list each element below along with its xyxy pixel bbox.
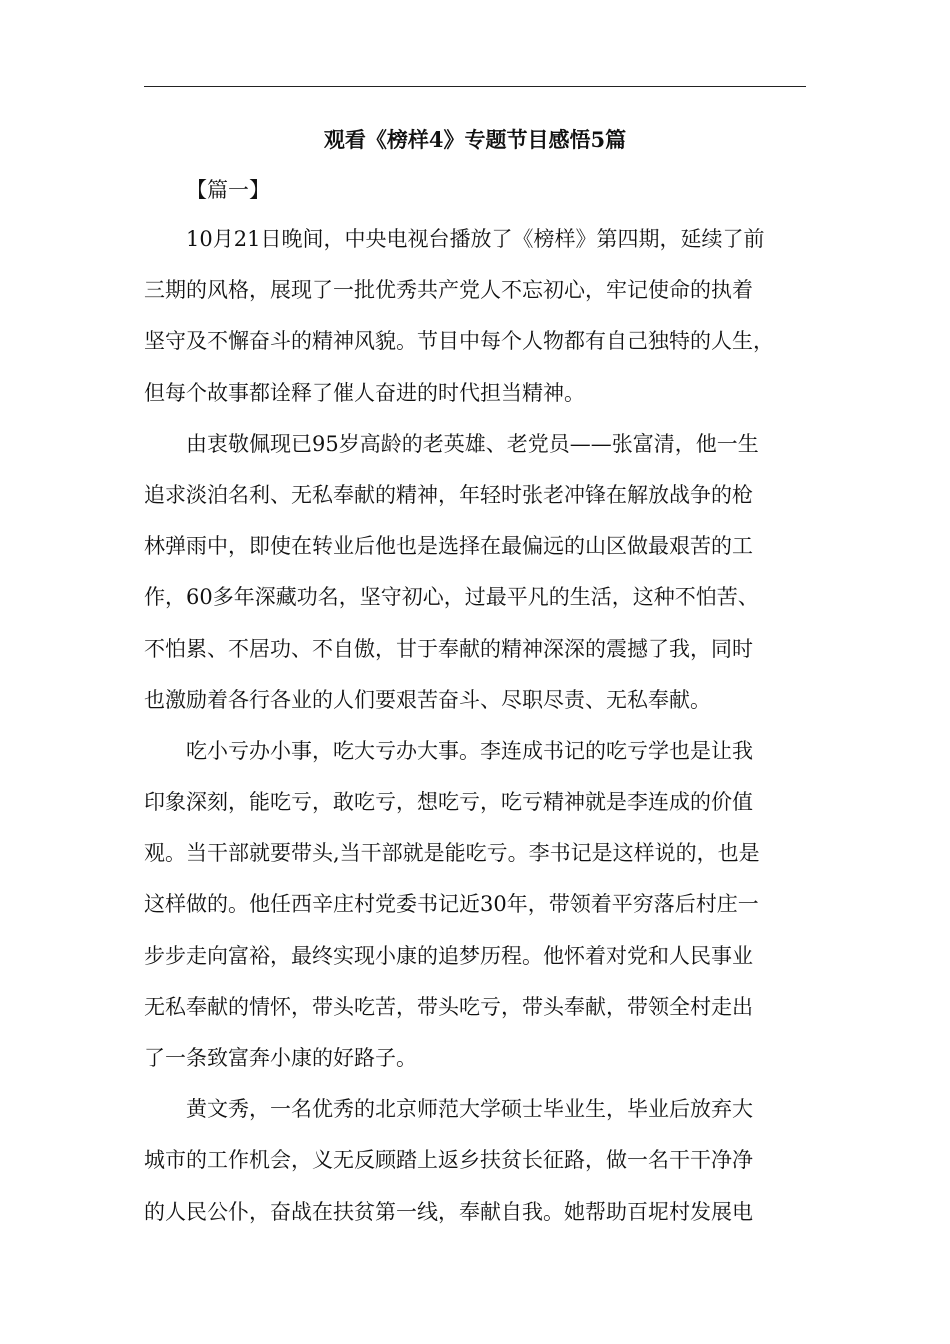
text-line: 三期的风格，展现了一批优秀共产党人不忘初心，牢记使命的执着 bbox=[144, 278, 753, 303]
text-line: 无私奉献的情怀，带头吃苦，带头吃亏，带头奉献，带领全村走出 bbox=[144, 994, 753, 1019]
text-line: 林弹雨中，即使在转业后他也是选择在最偏远的山区做最艰苦的工 bbox=[144, 534, 753, 559]
text-line: 黄文秀，一名优秀的北京师范大学硕士毕业生，毕业后放弃大 bbox=[186, 1097, 753, 1122]
text-line: 了一条致富奔小康的好路子。 bbox=[144, 1046, 417, 1070]
text-line: 作，60多年深藏功名，坚守初心，过最平凡的生活，这种不怕苦、 bbox=[144, 585, 759, 610]
text-line: 也激励着各行各业的人们要艰苦奋斗、尽职尽责、无私奉献。 bbox=[144, 687, 711, 712]
text-line: 吃小亏办小事，吃大亏办大事。李连成书记的吃亏学也是让我 bbox=[186, 738, 753, 763]
text-line: 但每个故事都诠释了催人奋进的时代担当精神。 bbox=[144, 380, 585, 405]
body-text bbox=[144, 214, 806, 1238]
text-line: 坚守及不懈奋斗的精神风貌。节目中每个人物都有自己独特的人生， bbox=[144, 329, 774, 354]
text-line: 追求淡泊名利、无私奉献的精神，年轻时张老冲锋在解放战争的枪 bbox=[144, 482, 753, 507]
text-line: 城市的工作机会，义无反顾踏上返乡扶贫长征路，做一名干干净净 bbox=[144, 1148, 753, 1173]
text-line: 步步走向富裕，最终实现小康的追梦历程。他怀着对党和人民事业 bbox=[144, 943, 753, 968]
header-rule bbox=[144, 86, 806, 87]
text-line: 印象深刻，能吃亏，敢吃亏，想吃亏，吃亏精神就是李连成的价值 bbox=[144, 790, 753, 815]
section-label: 【篇一】 bbox=[186, 178, 270, 202]
text-line: 由衷敬佩现已95岁高龄的老英雄、老党员——张富清，他一生 bbox=[186, 431, 759, 456]
text-line: 的人民公仆，奋战在扶贫第一线，奉献自我。她帮助百坭村发展电 bbox=[144, 1199, 753, 1224]
text-line: 10月21日晚间，中央电视台播放了《榜样》第四期，延续了前 bbox=[186, 227, 765, 251]
document-title: 观看《榜样4》专题节目感悟5篇 bbox=[323, 127, 627, 152]
text-line: 这样做的。他任西辛庄村党委书记近30年，带领着平穷落后村庄一 bbox=[144, 892, 759, 917]
text-line: 不怕累、不居功、不自傲，甘于奉献的精神深深的震撼了我，同时 bbox=[144, 636, 753, 661]
text-line: 观。当干部就要带头,当干部就是能吃亏。李书记是这样说的，也是 bbox=[144, 841, 760, 866]
